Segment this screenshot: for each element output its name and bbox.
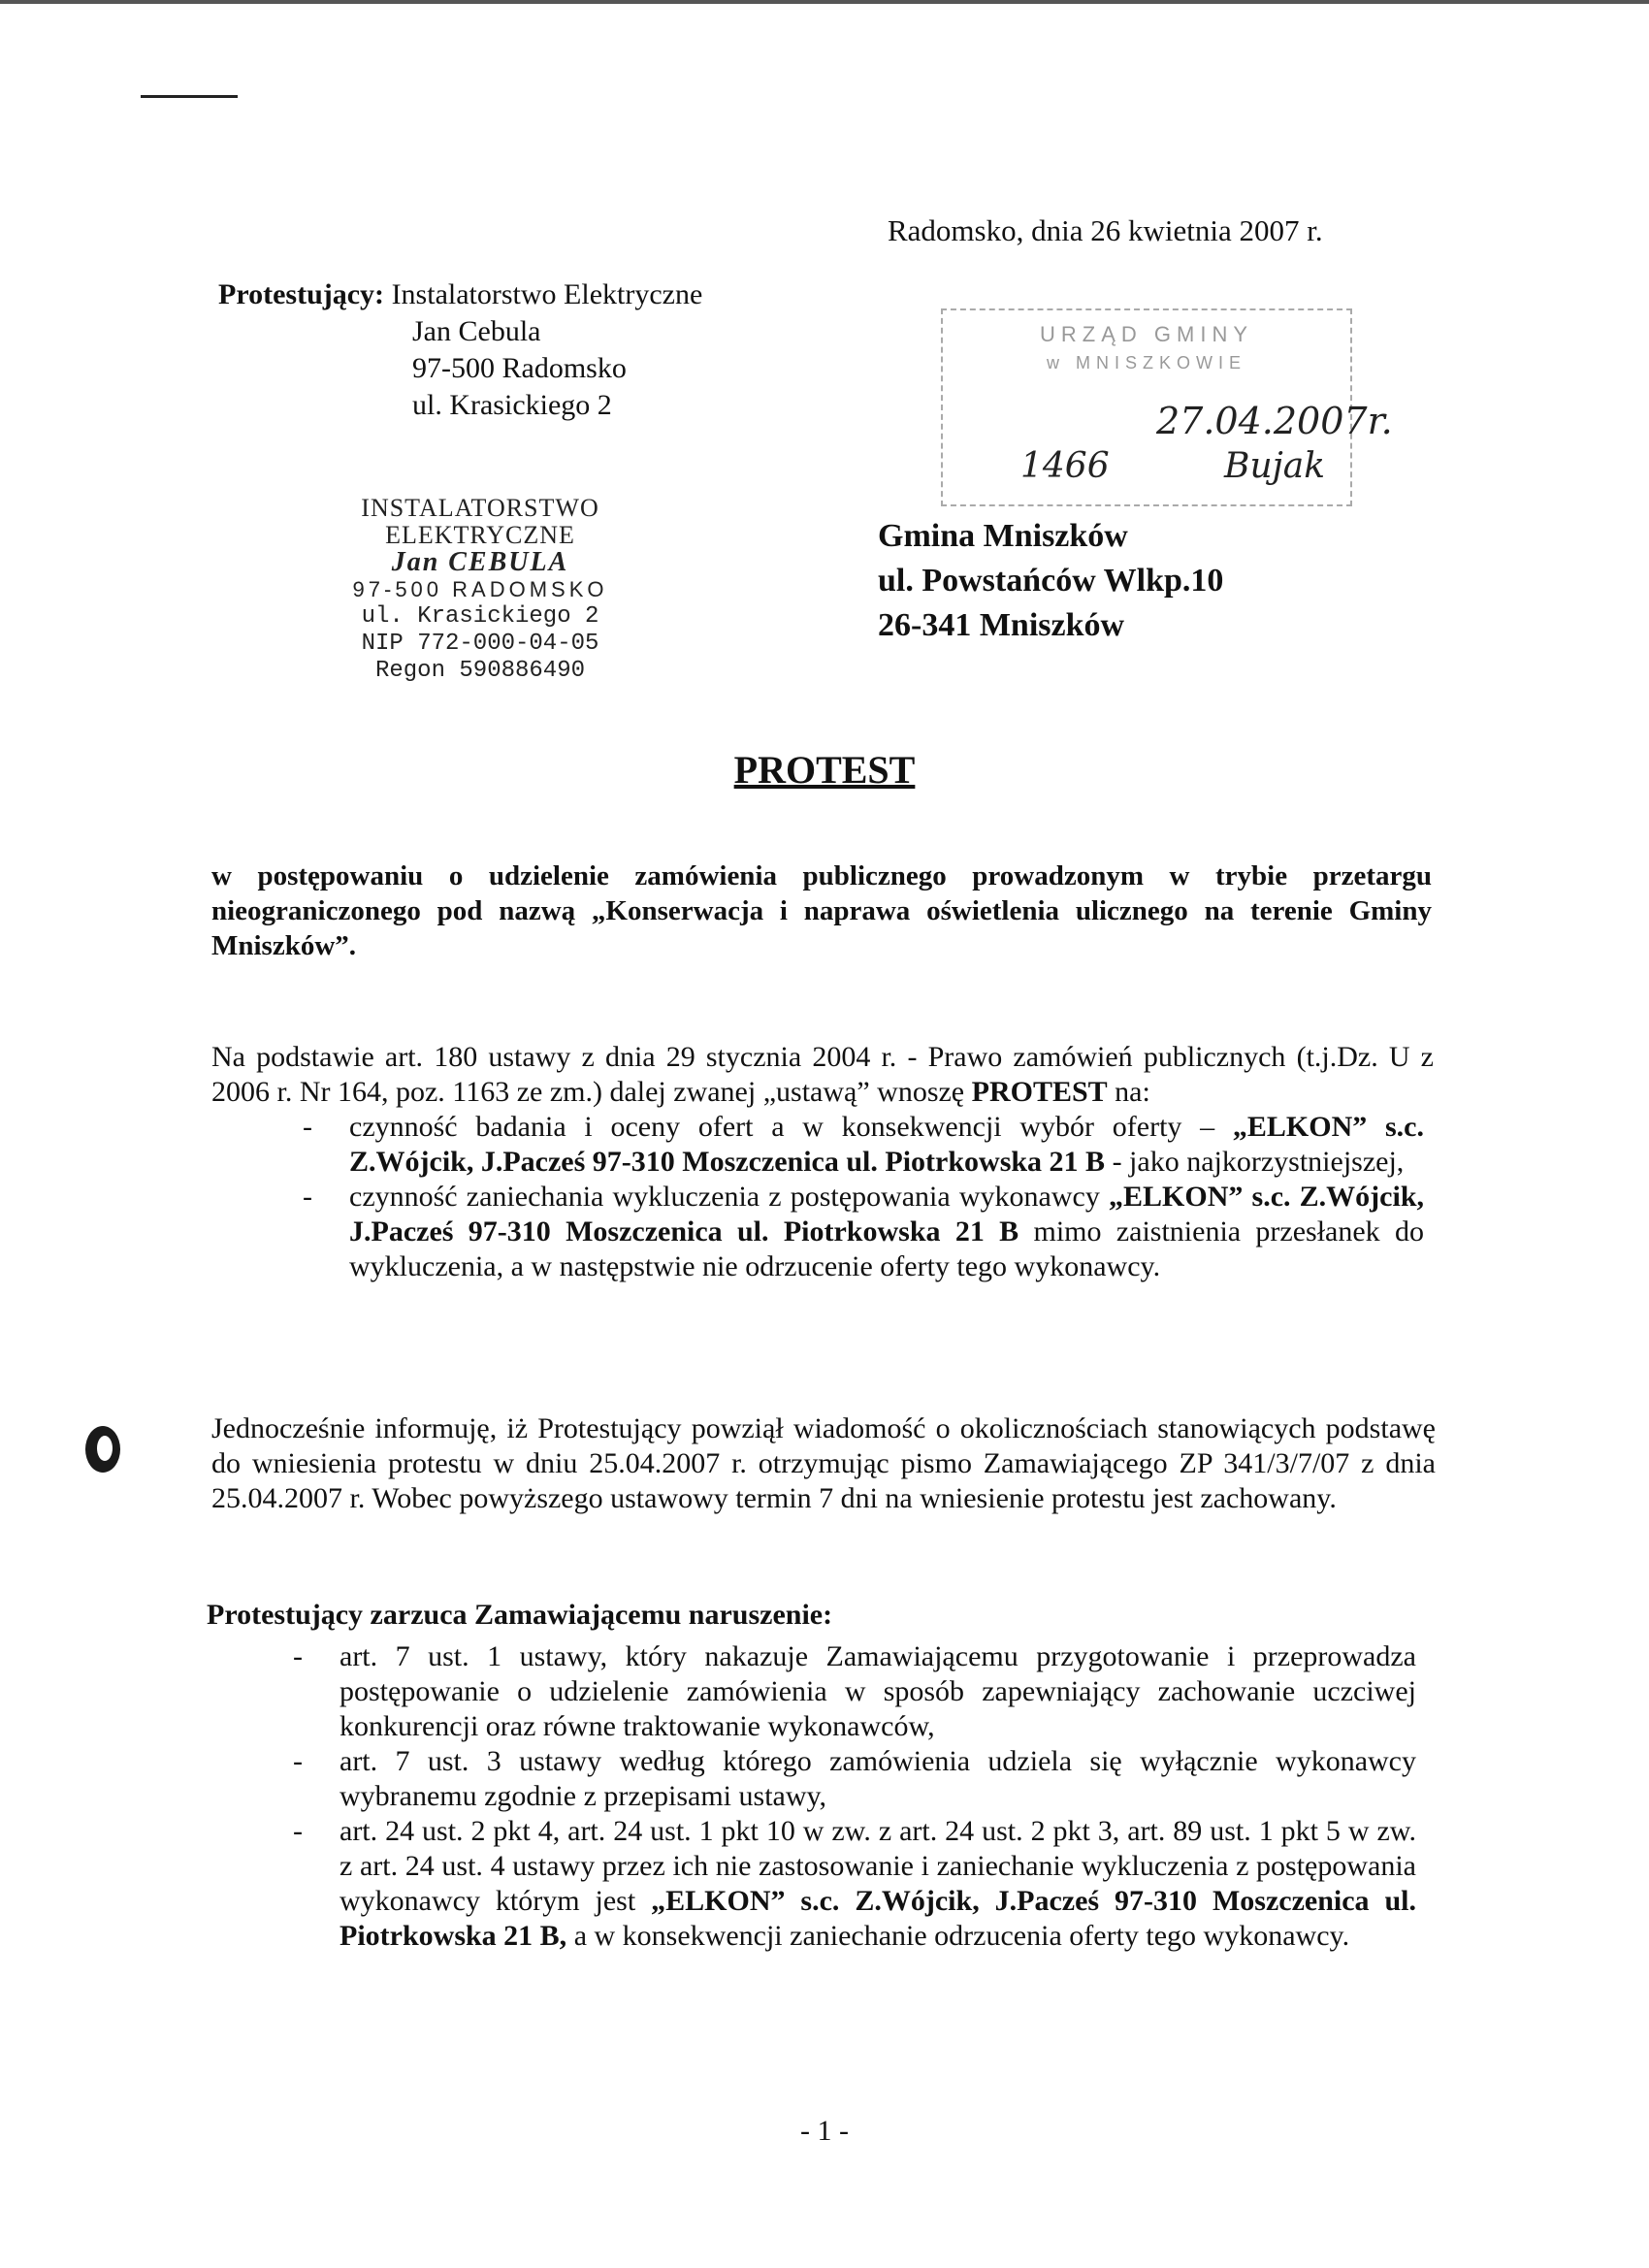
stamp-regon: Regon 590886490	[374, 658, 586, 684]
document-title: PROTEST	[733, 748, 916, 792]
office-stamp-number: 1466	[1020, 446, 1110, 486]
subject-line: w postępowaniu o udzielenie zamówienia publicznego prowadzonym w trybie przetargu nieograniczonego pod nazwą „Konserwacja i naprawa oświetlenia ulicznego na terenie Gminy Mniszków”.	[211, 860, 1432, 961]
list-item-bold: „ELKON” s.c. Z.Wójcik, J.Pacześ 97-310 Moszczenica ul. Piotrkowska 21 B	[349, 1111, 1424, 1178]
paragraph-legal-basis	[211, 1040, 1434, 1110]
office-stamp-place: w MNISZKOWIE	[1047, 353, 1246, 373]
charges-heading: Protestujący zarzuca Zamawiającemu naruszenie:	[207, 1599, 833, 1631]
paragraph1-tail: na:	[1115, 1076, 1150, 1108]
paragraph1-text: Na podstawie art. 180 ustawy z dnia 29 stycznia 2004 r. - Prawo zamówień publicznych (t.j.Dz. U z 2006 r. Nr 164, poz. 1163 ze zm.) dalej zwanej „ustawą” wnoszę	[211, 1041, 1434, 1108]
stamp-owner: Jan CEBULA	[391, 547, 569, 577]
sender-name: Instalatorstwo Elektryczne	[391, 278, 703, 310]
list-item-text: czynność zaniechania wykluczenia z postępowania wykonawcy	[349, 1181, 1100, 1213]
scan-top-edge	[0, 0, 1649, 4]
sender-block	[218, 276, 702, 424]
list-item-text: czynność badania i oceny ofert a w konsekwencji wybór oferty –	[349, 1111, 1215, 1143]
list-item-tail: - jako najkorzystniejszej,	[1112, 1146, 1405, 1178]
list-item	[340, 1744, 1416, 1814]
list-item-tail: a w konsekwencji zaniechanie odrzucenia oferty tego wykonawcy.	[573, 1920, 1350, 1952]
recipient-block	[878, 514, 1223, 648]
stamp-street: ul. Krasickiego 2	[361, 603, 599, 630]
office-stamp-name: URZĄD GMINY	[1040, 322, 1253, 346]
office-receipt-stamp	[941, 308, 1393, 506]
sender-label: Protestujący:	[218, 278, 385, 310]
list-item-bold: „ELKON” s.c. Z.Wójcik, J.Pacześ 97-310 Moszczenica ul. Piotrkowska 21 B,	[340, 1885, 1417, 1952]
office-stamp-signature: Bujak	[1224, 446, 1326, 486]
punch-hole	[85, 1426, 120, 1473]
sender-city: 97-500 Radomsko	[412, 352, 627, 384]
recipient-street: ul. Powstańców Wlkp.10	[878, 563, 1224, 599]
company-stamp	[281, 495, 679, 685]
stamp-nip: NIP 772-000-04-05	[361, 631, 599, 657]
stamp-company-name: INSTALATORSTWO ELEKTRYCZNE	[361, 494, 599, 549]
recipient-city: 26-341 Mniszków	[878, 607, 1125, 643]
list-item	[349, 1110, 1424, 1180]
list-item	[340, 1639, 1416, 1744]
list-item-text: art. 7 ust. 1 ustawy, który nakazuje Zamawiającemu przygotowanie i przeprowadza postępowanie o udzielenie zamówienia w sposób zapewniający zachowanie uczciwej konkurencji oraz równe traktowanie wykonawców,	[340, 1640, 1416, 1742]
sender-street: ul. Krasickiego 2	[412, 389, 612, 421]
list-item-text: art. 24 ust. 2 pkt 4, art. 24 ust. 1 pkt 10 w zw. z art. 24 ust. 2 pkt 3, art. 89 ust. 1 pkt 5 w zw. z art. 24 ust. 4 ustawy przez ich nie zastosowanie i zaniechanie wykluczenia z postępowania wykonawcy którym jest	[340, 1815, 1416, 1917]
office-stamp-date: 27.04.2007r.	[1156, 400, 1393, 442]
charges-list	[340, 1639, 1416, 1954]
list-item-bold: „ELKON” s.c. Z.Wójcik, J.Pacześ 97-310 Moszczenica ul. Piotrkowska 21 B	[349, 1181, 1425, 1247]
page-number: - 1 -	[800, 2115, 849, 2147]
paragraph1-bold: PROTEST	[971, 1076, 1108, 1108]
stamp-city: 97-500 RADOMSKO	[352, 577, 608, 601]
date-line: Radomsko, dnia 26 kwietnia 2007 r.	[888, 213, 1323, 247]
sender-person: Jan Cebula	[412, 315, 541, 347]
protest-items-list	[349, 1110, 1424, 1284]
paragraph-deadline: Jednocześnie informuję, iż Protestujący powziął wiadomość o okolicznościach stanowiących podstawę do wniesienia protestu w dniu 25.04.2007 r. otrzymując pismo Zamawiającego ZP 341/3/7/07 z dnia 25.04.2007 r. Wobec powyższego ustawowy termin 7 dni na wniesienie protestu jest zachowany.	[211, 1412, 1436, 1514]
list-item-text: art. 7 ust. 3 ustawy według którego zamówienia udziela się wyłącznie wykonawcy wybranemu zgodnie z przepisami ustawy,	[340, 1745, 1416, 1812]
list-item-tail: mimo zaistnienia przesłanek do wykluczenia, a w następstwie nie odrzucenie oferty tego wykonawcy.	[349, 1215, 1425, 1282]
scan-mark	[141, 95, 238, 98]
recipient-name: Gmina Mniszków	[878, 518, 1128, 554]
list-item	[340, 1814, 1416, 1954]
list-item	[349, 1180, 1424, 1284]
